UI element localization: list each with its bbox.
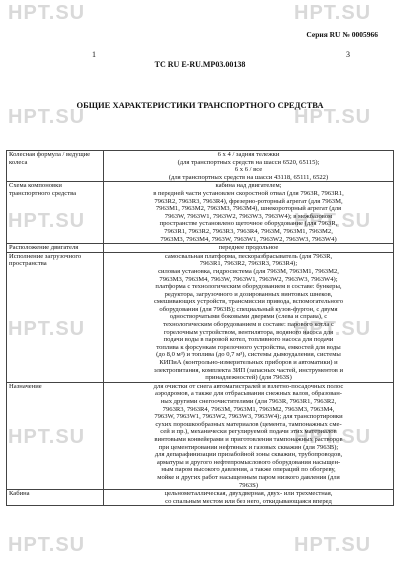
watermark: HPT.SU bbox=[8, 106, 86, 128]
row-label: Исполнение загрузочного пространства bbox=[7, 252, 104, 382]
value-line: (до 8,0 м³) и топлива (до 0,7 м³), системы дымоудаления, системы bbox=[156, 351, 341, 359]
watermark: HPT.SU bbox=[294, 2, 372, 24]
value-line: самосвальная платформа, пескоразбрасыватель (для 7963R, bbox=[164, 252, 333, 260]
value-line: 6 х 6 / все bbox=[234, 166, 263, 174]
value-line: переднее продольное bbox=[218, 244, 279, 252]
value-line: 7963R1, 7963R2, 7963R3, 7963R4); bbox=[199, 260, 298, 268]
row-label: Схема компоновки транспортного средства bbox=[7, 182, 104, 244]
value-line: ных другими снегоочистителями (для 7963R, 7963R1, 7963R2, bbox=[160, 398, 337, 405]
watermark: HPT.SU bbox=[294, 210, 372, 232]
value-line: 7963R3, 7963R4, 7963M, 7963M1, 7963M2, 7963M3, 7963M4, bbox=[162, 405, 335, 413]
page-number-left: 1 bbox=[92, 50, 96, 59]
value-line: платформа с технологическим оборудованием в составе: бункеры, bbox=[155, 283, 342, 291]
value-line: электропитания, комплекта ЗИП (запасных частей, инструментов и bbox=[153, 366, 344, 374]
value-line: 7963S) bbox=[238, 481, 259, 489]
row-value bbox=[104, 182, 394, 244]
value-line: сухих порошкообразных материалов (цемента, тампонажных сме- bbox=[155, 420, 342, 428]
watermark: HPT.SU bbox=[294, 318, 372, 340]
table-row bbox=[7, 252, 394, 382]
row-label: Колесная формула / ведущие колеса bbox=[7, 151, 104, 182]
value-line: ным паром высокого давления, а также операций по обогреву, bbox=[161, 466, 336, 474]
value-line: 7963M3, 7963M4, 7963W, 7963W1, 7963W2, 7963W3, 7963W4); bbox=[159, 275, 338, 283]
row-label: Назначение bbox=[7, 382, 104, 489]
value-line: 7963W, 7963W1, 7963W2, 7963W3, 7963W4); в межбазовом bbox=[164, 212, 333, 220]
value-line: редуктора, загрузочного и дозированных винтовых шнеков, bbox=[164, 290, 333, 298]
watermark: HPT.SU bbox=[294, 426, 372, 448]
value-line: технологическим оборудованием в составе: парового котла с bbox=[163, 321, 334, 329]
value-line: пространстве установлено щеточное оборудование (для 7963R, bbox=[159, 220, 338, 228]
value-line: при цементировании нефтяных и газовых скважин (для 7963B); bbox=[158, 443, 339, 451]
row-value bbox=[104, 252, 394, 382]
value-line: (для транспортных средств на шасси 43118, 65111, 6522) bbox=[168, 173, 329, 181]
value-line: 7963R1, 7963R2, 7963R3, 7963R4, 7963M, 7963M1, 7963M2, bbox=[164, 227, 333, 235]
row-label: Кабина bbox=[7, 490, 104, 506]
value-line: кабина над двигателем; bbox=[215, 182, 282, 190]
value-line: принадлежностей) (для 7963S) bbox=[205, 374, 292, 382]
page-title: ОБЩИЕ ХАРАКТЕРИСТИКИ ТРАНСПОРТНОГО СРЕДСТВА bbox=[76, 100, 324, 110]
watermark: HPT.SU bbox=[8, 2, 86, 24]
value-line: оборудования (для 7963B); специальный кузов-фургон, с двумя bbox=[159, 305, 338, 313]
table-row bbox=[7, 151, 394, 182]
value-line: аэродромов, а также для отбрасывания снежных валов, образован- bbox=[155, 390, 342, 398]
value-line: цельнометаллическая, двухдверная, двух- или трехместная, bbox=[164, 490, 333, 498]
value-line: для депарафинизации призабойной зоны скважин, трубопроводов, bbox=[154, 451, 343, 459]
watermark: HPT.SU bbox=[8, 210, 86, 232]
value-line: силовая установка, гидросистема (для 7963M, 7963M1, 7963M2, bbox=[158, 267, 339, 275]
watermark: HPT.SU bbox=[8, 318, 86, 340]
value-line: в передней части установлен скоростной отвал (для 7963R, 7963R1, bbox=[153, 189, 344, 197]
row-value bbox=[104, 382, 394, 489]
table-row bbox=[7, 182, 394, 244]
value-line: арматуры и другого нефтепромыслового оборудования насыщен- bbox=[156, 458, 341, 466]
watermark: HPT.SU bbox=[8, 426, 86, 448]
value-line: со спальным местом или без него, откидывающаяся вперед bbox=[165, 497, 332, 505]
value-line: смешивающих устройств, трансмиссии привода, вспомогательного bbox=[154, 298, 343, 306]
value-line: винтовыми конвейерами и приготовления тампонажных растворов bbox=[154, 435, 343, 443]
serial-number: Серия RU № 0005966 bbox=[306, 30, 378, 39]
row-label: Расположение двигателя bbox=[7, 244, 104, 253]
value-line: сей и пр.), механически регулируемой подачи этих материалов bbox=[160, 428, 337, 436]
value-line: 7963W, 7963W1, 7963W2, 7963W3, 7963W4); для транспортировки bbox=[154, 413, 343, 421]
watermark: HPT.SU bbox=[294, 534, 372, 556]
value-line: одностворчатыми боковыми дверями (слева и справа), с bbox=[169, 313, 328, 321]
value-line: подачи воды в паровой котел, топливного насоса для подачи bbox=[163, 336, 334, 344]
value-line: (для транспортных средств на шасси 6520, 65115); bbox=[177, 158, 320, 166]
value-line: КИПиА (контрольно-измерительных приборов и автоматики) и bbox=[159, 359, 338, 367]
value-line: 7963M1, 7963M2, 7963M3, 7963M4), шнекороторный агрегат (для bbox=[155, 205, 342, 213]
watermark: HPT.SU bbox=[294, 106, 372, 128]
page-number-right: 3 bbox=[346, 50, 350, 59]
value-line: мойке и других работ насыщенным паром низкого давления (для bbox=[157, 473, 340, 481]
value-line: 7963R2, 7963R3, 7963R4), фрезерно-роторный агрегат (для 7963M, bbox=[154, 197, 343, 205]
value-line: 7963M3, 7963M4, 7963W, 7963W1, 7963W2, 7963W3, 7963W4) bbox=[160, 235, 337, 243]
row-value bbox=[104, 151, 394, 182]
value-line: для очистки от снега автомагистралей и взлетно-посадочных полос bbox=[153, 382, 344, 390]
value-line: топлива к форсункам горелочного устройства, емкостей для воды bbox=[156, 343, 341, 351]
table-row bbox=[7, 382, 394, 489]
row-value bbox=[104, 490, 394, 506]
table-row bbox=[7, 244, 394, 253]
watermark: HPT.SU bbox=[8, 534, 86, 556]
table-row bbox=[7, 490, 394, 506]
value-line: 6 х 4 / задняя тележки bbox=[217, 151, 280, 158]
document-number: TC RU E-RU.MP03.00138 bbox=[154, 60, 246, 69]
characteristics-table bbox=[6, 150, 394, 506]
value-line: горелочным устройством, вентилятора, водяного насоса для bbox=[163, 328, 334, 336]
row-value bbox=[104, 244, 394, 253]
